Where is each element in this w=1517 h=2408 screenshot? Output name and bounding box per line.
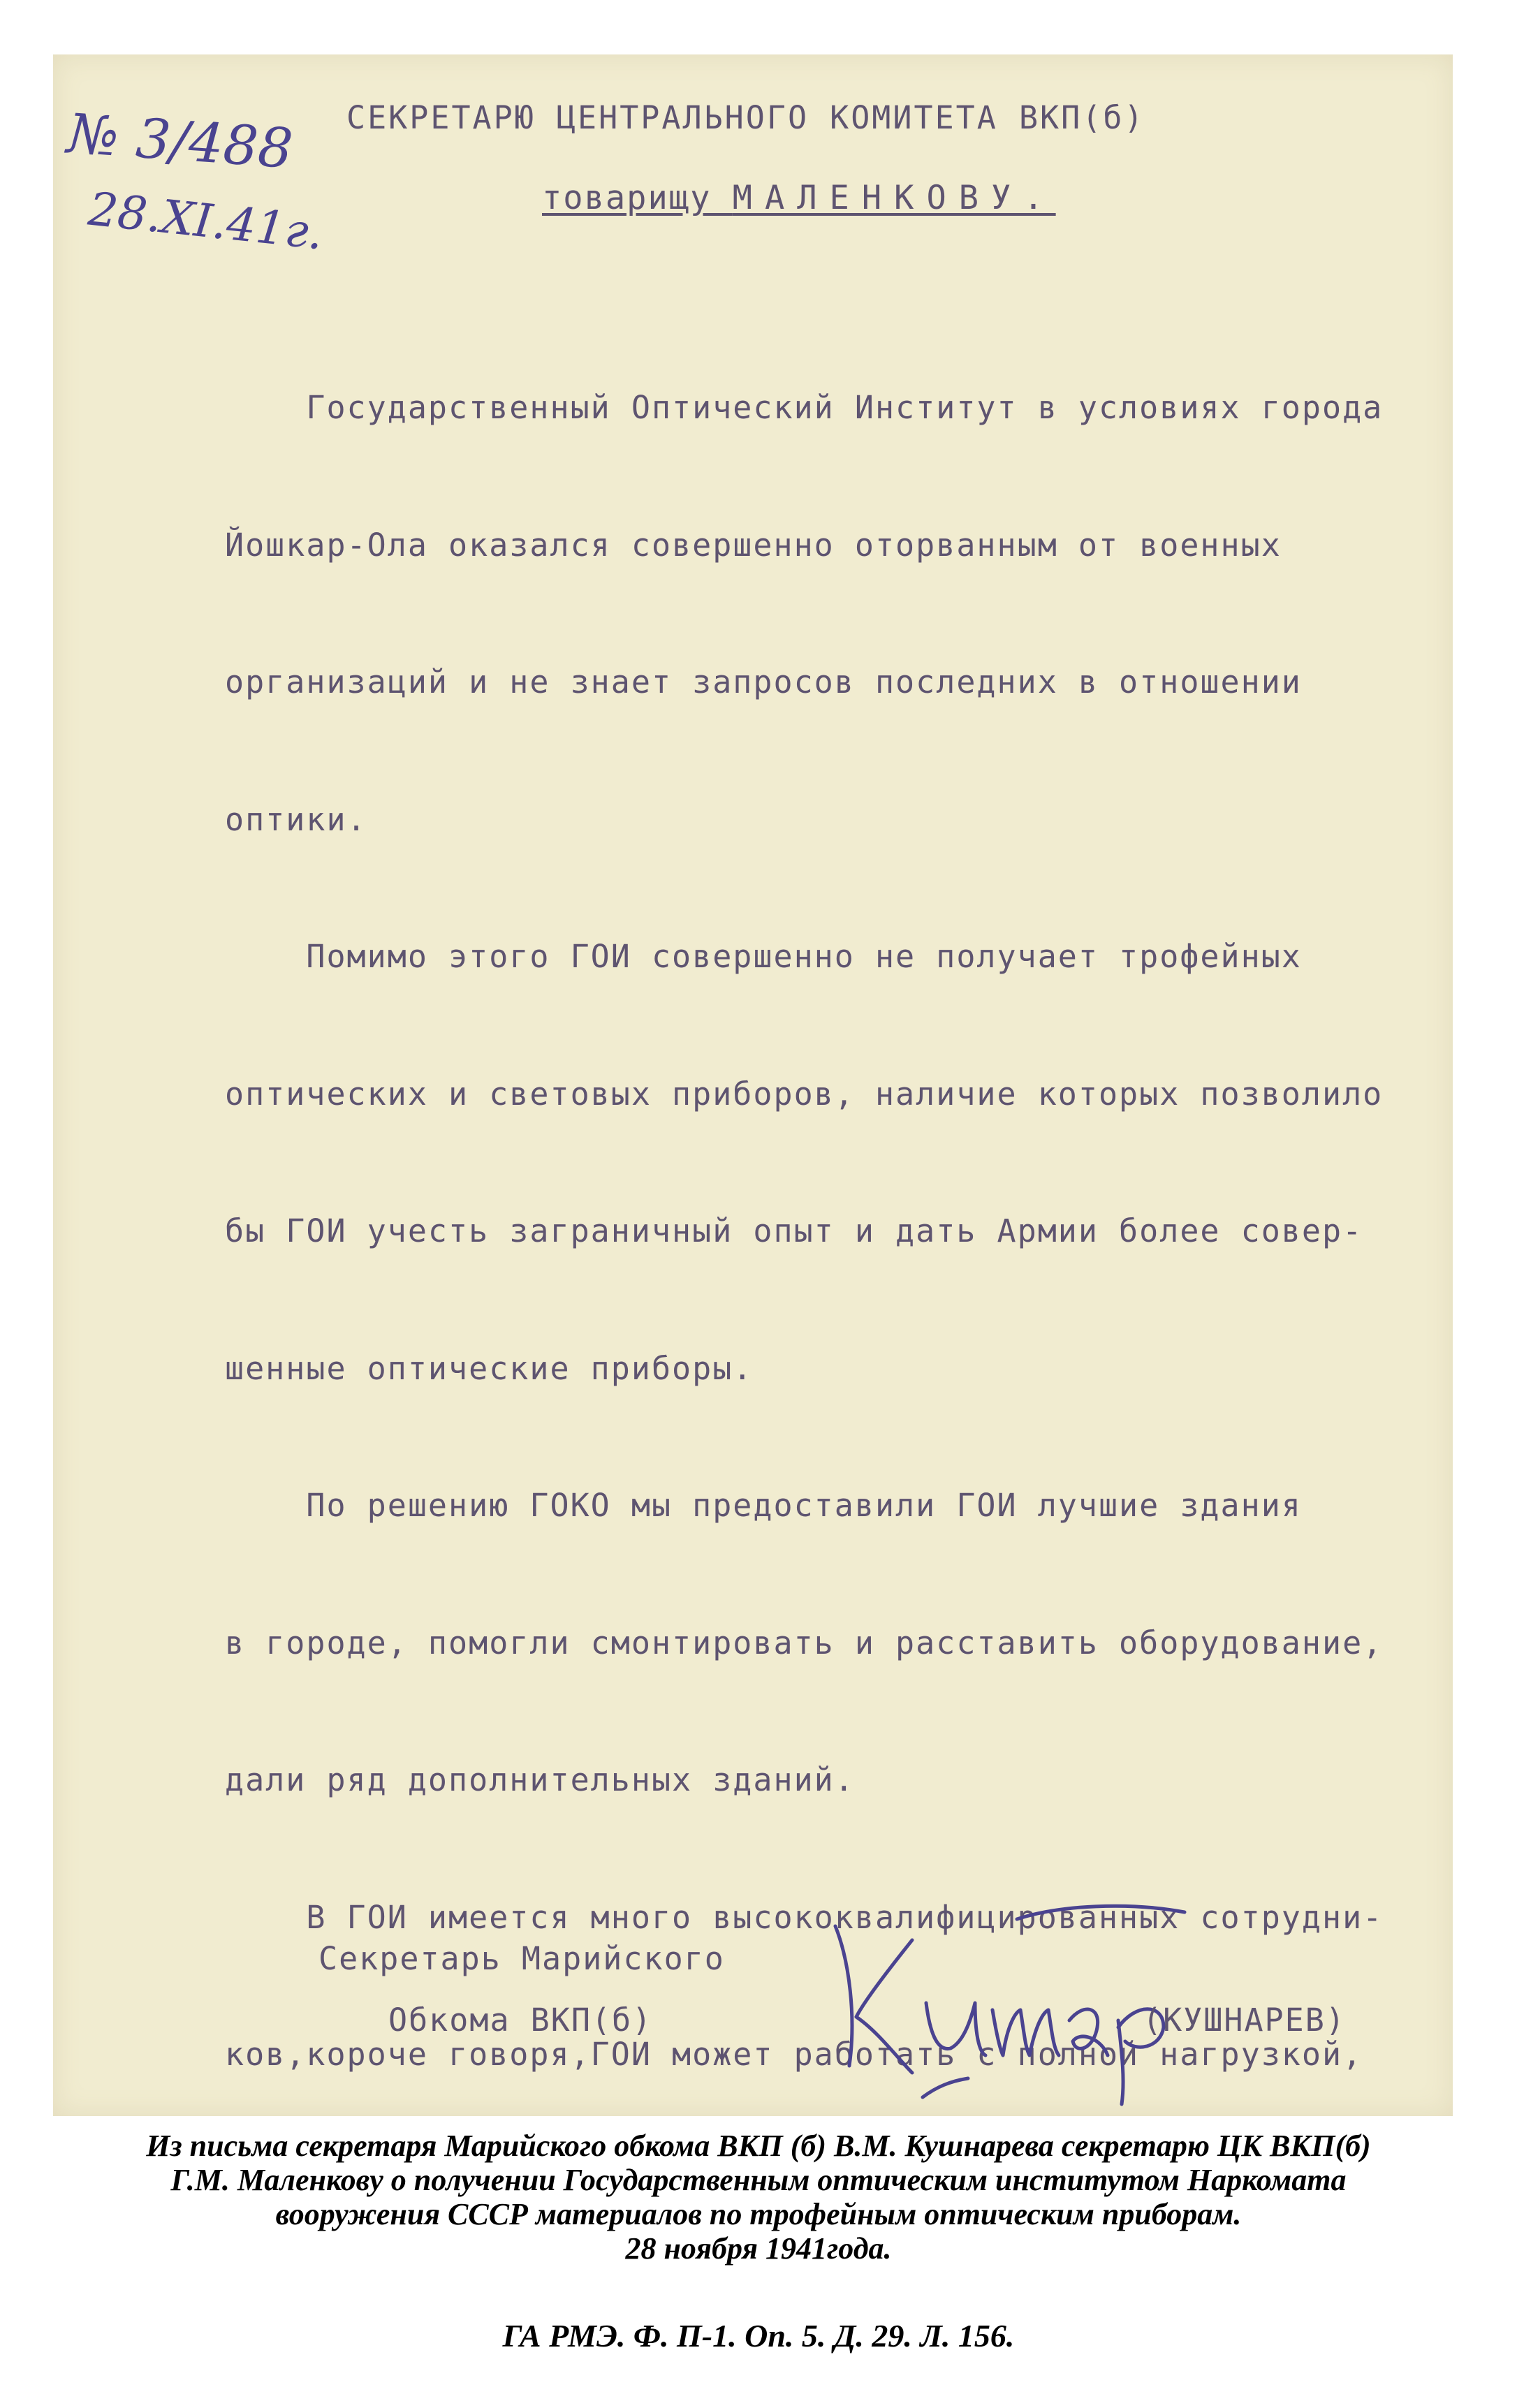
body-line: оптики. bbox=[225, 800, 367, 838]
addressee-heading: СЕКРЕТАРЮ ЦЕНТРАЛЬНОГО КОМИТЕТА ВКП(б) bbox=[346, 99, 1145, 136]
body-line: в городе, помогли смонтировать и расставить оборудование, bbox=[225, 1624, 1384, 1661]
body-line: дали ряд дополнительных зданий. bbox=[225, 1761, 855, 1798]
archive-caption bbox=[28, 2129, 1489, 2266]
addressee-name: МАЛЕНКОВУ. bbox=[732, 179, 1056, 217]
letter-body bbox=[225, 293, 1403, 2116]
signer-title-line1: Секретарь Марийского bbox=[318, 1940, 725, 1977]
addressee-name-line bbox=[542, 179, 1056, 217]
body-line: ков,короче говоря,ГОИ может работать с полной нагрузкой, bbox=[225, 2036, 1363, 2073]
caption-line: вооружения СССР материалов по трофейным оптическим приборам. bbox=[275, 2197, 1242, 2231]
handwritten-registration-number: № 3/488 bbox=[65, 102, 295, 182]
signer-title-line2: Обкома ВКП(б) bbox=[388, 2002, 653, 2039]
body-line: Йошкар-Ола оказался совершенно оторванным от военных bbox=[225, 526, 1282, 564]
body-line: оптических и световых приборов, наличие которых позволило bbox=[225, 1075, 1384, 1113]
caption-line: 28 ноября 1941года. bbox=[625, 2231, 892, 2266]
addressee-prefix: товарищу bbox=[542, 179, 733, 217]
archive-reference: ГА РМЭ. Ф. П-1. Оп. 5. Д. 29. Л. 156. bbox=[502, 2318, 1015, 2354]
caption-line: Г.М. Маленкову о получении Государственным оптическим институтом Наркомата bbox=[170, 2163, 1347, 2197]
body-line: Государственный Оптический Институт в условиях города bbox=[225, 389, 1384, 426]
body-line: В ГОИ имеется много высококвалифицированных сотрудни- bbox=[225, 1898, 1384, 1936]
handwritten-date: 28.XI.41г. bbox=[85, 182, 326, 260]
document-page bbox=[53, 54, 1453, 2116]
body-line: организаций и не знает запросов последних в отношении bbox=[225, 663, 1302, 700]
body-line: По решению ГОКО мы предоставили ГОИ лучшие здания bbox=[225, 1487, 1302, 1524]
body-line: бы ГОИ учесть заграничный опыт и дать Армии более совер- bbox=[225, 1212, 1363, 1249]
caption-line: Из письма секретаря Марийского обкома ВКП (б) В.М. Кушнарева секретарю ЦК ВКП(б) bbox=[146, 2129, 1371, 2163]
body-line: Помимо этого ГОИ совершенно не получает трофейных bbox=[225, 938, 1302, 975]
body-line: шенные оптические приборы. bbox=[225, 1349, 754, 1387]
signer-name: (КУШНАРЕВ) bbox=[1143, 2002, 1346, 2039]
handwritten-signature bbox=[807, 1898, 1199, 2108]
